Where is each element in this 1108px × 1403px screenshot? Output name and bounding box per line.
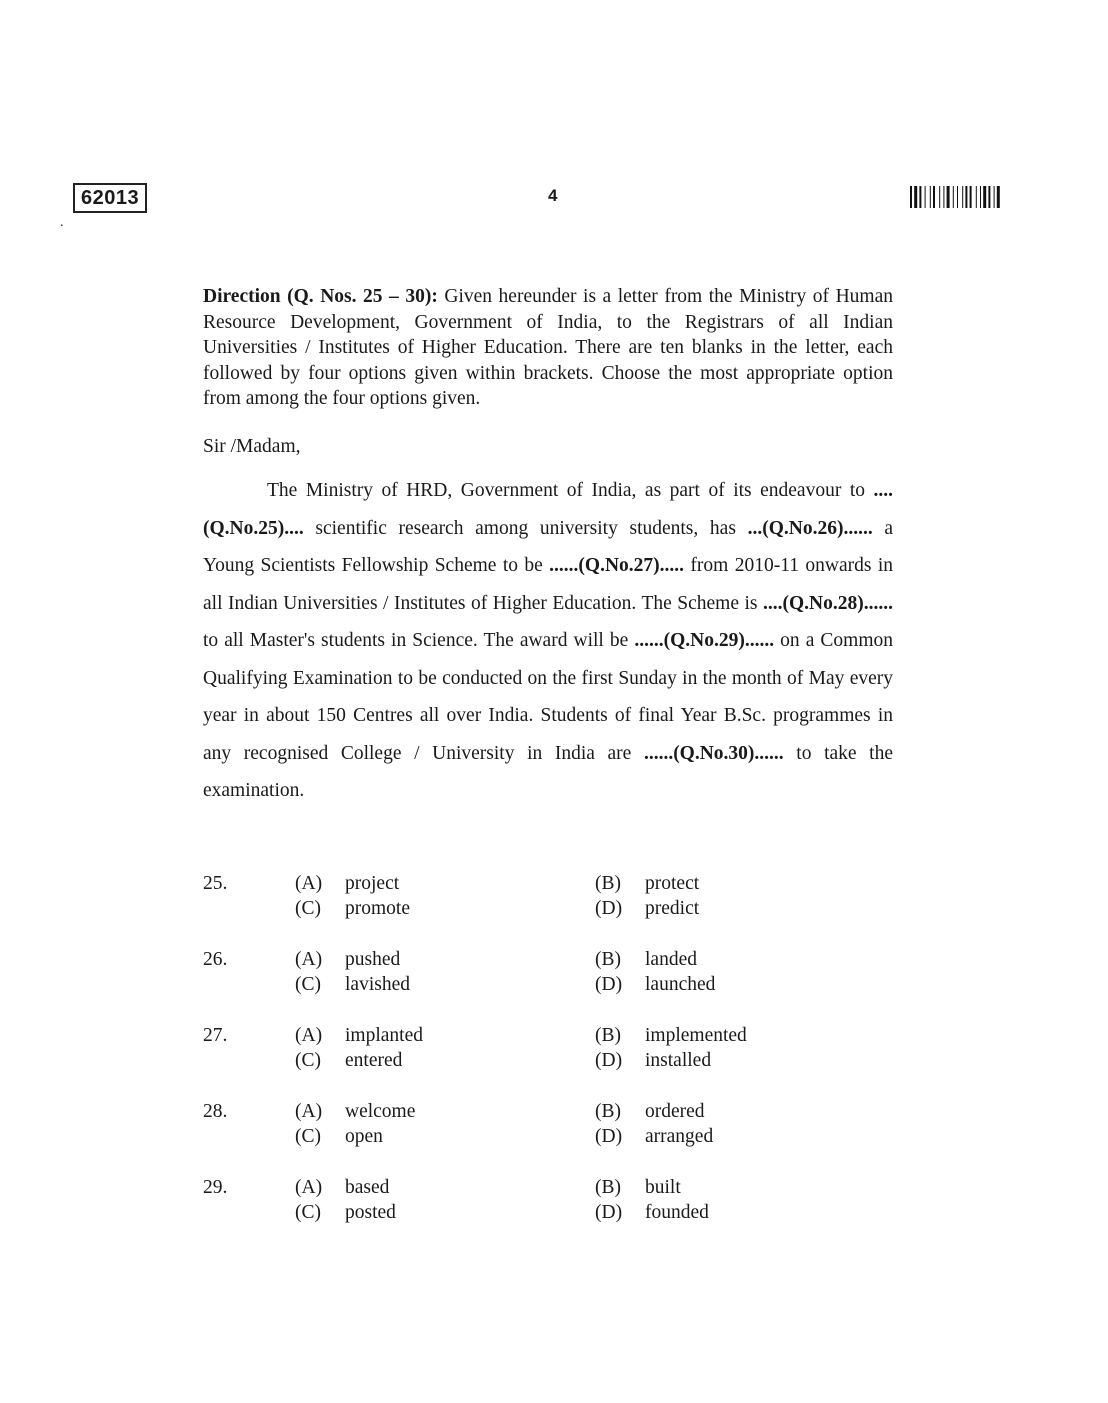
barcode-bar bbox=[939, 186, 940, 208]
option-letter: (B) bbox=[595, 1025, 621, 1046]
option-letter: (D) bbox=[595, 1126, 623, 1147]
direction-label: Direction (Q. Nos. 25 – 30): bbox=[203, 286, 438, 307]
letter-segment: scientific research among university students, has bbox=[303, 517, 748, 539]
option-text: built bbox=[645, 1177, 681, 1198]
option-letter: (B) bbox=[595, 1101, 621, 1122]
blank-marker: ......(Q.No.29)...... bbox=[634, 630, 775, 651]
option-letter: (C) bbox=[295, 1050, 321, 1071]
letter-segment: a Young Scientists Fellowship Scheme to be bbox=[203, 517, 894, 576]
option-text: lavished bbox=[345, 974, 410, 995]
barcode-bar bbox=[988, 186, 990, 208]
option-letter: (A) bbox=[295, 873, 323, 894]
option-text: welcome bbox=[345, 1101, 416, 1122]
blank-marker: ......(Q.No.30)...... bbox=[643, 742, 784, 764]
question-block bbox=[203, 949, 903, 1025]
barcode-bar bbox=[947, 186, 950, 208]
paper-code-box bbox=[73, 183, 147, 213]
option-text: launched bbox=[645, 974, 716, 995]
option-text: founded bbox=[645, 1202, 709, 1223]
question-number: 27. bbox=[203, 1025, 228, 1046]
blank-marker: ....(Q.No.28)...... bbox=[763, 592, 893, 614]
question-number: 25. bbox=[203, 873, 228, 894]
barcode-bar bbox=[994, 186, 995, 208]
option-letter: (C) bbox=[295, 1202, 321, 1223]
barcode-bar bbox=[962, 186, 963, 208]
option-letter: (C) bbox=[295, 974, 321, 995]
option-letter: (D) bbox=[595, 1050, 623, 1071]
option-text: implanted bbox=[345, 1025, 423, 1046]
option-letter: (C) bbox=[295, 898, 321, 919]
option-text: landed bbox=[645, 949, 697, 970]
salutation: Sir /Madam, bbox=[203, 436, 301, 457]
direction-text: Given hereunder is a letter from the Ministry of Human Resource Development, Government of India, to the Registrars of all Indian Universities / Institutes of Higher Education. There are ten blanks in the letter, each followed by four options given within brackets. Choose the most appropriate option from among the four options given. bbox=[203, 286, 893, 409]
blank-marker: ....(Q.No.25).... bbox=[203, 480, 893, 539]
letter-text bbox=[203, 480, 893, 801]
barcode-bar bbox=[943, 186, 944, 208]
option-text: ordered bbox=[645, 1101, 705, 1122]
paper-code: 62013 bbox=[81, 187, 140, 209]
question-block bbox=[203, 1025, 903, 1101]
option-text: posted bbox=[345, 1202, 396, 1223]
question-block bbox=[203, 873, 903, 949]
barcode-icon bbox=[910, 186, 1042, 208]
question-options bbox=[203, 873, 903, 1253]
barcode-bar bbox=[980, 186, 981, 208]
barcode-bar bbox=[970, 186, 972, 208]
option-text: pushed bbox=[345, 949, 401, 970]
margin-dot: . bbox=[60, 215, 64, 230]
option-letter: (A) bbox=[295, 1025, 323, 1046]
letter-body bbox=[203, 472, 893, 810]
option-letter: (A) bbox=[295, 1177, 323, 1198]
option-text: implemented bbox=[645, 1025, 747, 1046]
barcode-bar bbox=[965, 186, 967, 208]
option-letter: (B) bbox=[595, 873, 621, 894]
letter-segment: to take the examination. bbox=[203, 742, 893, 801]
barcode-bar bbox=[983, 186, 986, 208]
option-letter: (C) bbox=[295, 1126, 321, 1147]
direction-paragraph bbox=[203, 284, 893, 412]
barcode-bar bbox=[910, 186, 912, 208]
barcode-bar bbox=[933, 186, 935, 208]
letter-segment: The Ministry of HRD, Government of India, as part of its endeavour to bbox=[267, 480, 874, 501]
barcode-bar bbox=[976, 186, 977, 208]
option-text: open bbox=[345, 1126, 383, 1147]
page-number: 4 bbox=[548, 186, 558, 205]
question-block bbox=[203, 1177, 903, 1253]
letter-segment: to all Master's students in Science. The award will be bbox=[203, 630, 635, 651]
option-text: predict bbox=[645, 898, 700, 919]
barcode-bar bbox=[957, 186, 958, 208]
letter-segment: on a Common Qualifying Examination to be conducted on the first Sunday in the month of May every year in about 150 Centres all over India. Students of final Year B.Sc. programmes in any recognised College / University in India are bbox=[203, 630, 894, 764]
blank-marker: ......(Q.No.27)..... bbox=[549, 555, 685, 576]
blank-marker: ...(Q.No.26)...... bbox=[747, 517, 873, 539]
option-text: arranged bbox=[645, 1126, 714, 1147]
barcode-bar bbox=[997, 186, 1000, 208]
option-text: protect bbox=[645, 873, 700, 894]
question-number: 29. bbox=[203, 1177, 228, 1198]
option-text: project bbox=[345, 873, 400, 894]
option-letter: (A) bbox=[295, 949, 323, 970]
barcode-bar bbox=[914, 186, 917, 208]
question-block bbox=[203, 1101, 903, 1177]
question-number: 26. bbox=[203, 949, 228, 970]
option-letter: (B) bbox=[595, 1177, 621, 1198]
letter-segment: from 2010-11 onwards in all Indian Universities / Institutes of Higher Education. The Scheme is bbox=[203, 555, 893, 614]
option-letter: (A) bbox=[295, 1101, 323, 1122]
barcode-bar bbox=[925, 186, 926, 208]
option-text: based bbox=[345, 1177, 390, 1198]
barcode-bar bbox=[953, 186, 954, 208]
option-text: promote bbox=[345, 898, 410, 919]
option-letter: (D) bbox=[595, 898, 623, 919]
question-number: 28. bbox=[203, 1101, 228, 1122]
option-text: entered bbox=[345, 1050, 403, 1071]
barcode-bar bbox=[919, 186, 921, 208]
option-letter: (D) bbox=[595, 1202, 623, 1223]
barcode-bar bbox=[930, 186, 931, 208]
option-text: installed bbox=[645, 1050, 712, 1071]
option-letter: (D) bbox=[595, 974, 623, 995]
option-letter: (B) bbox=[595, 949, 621, 970]
